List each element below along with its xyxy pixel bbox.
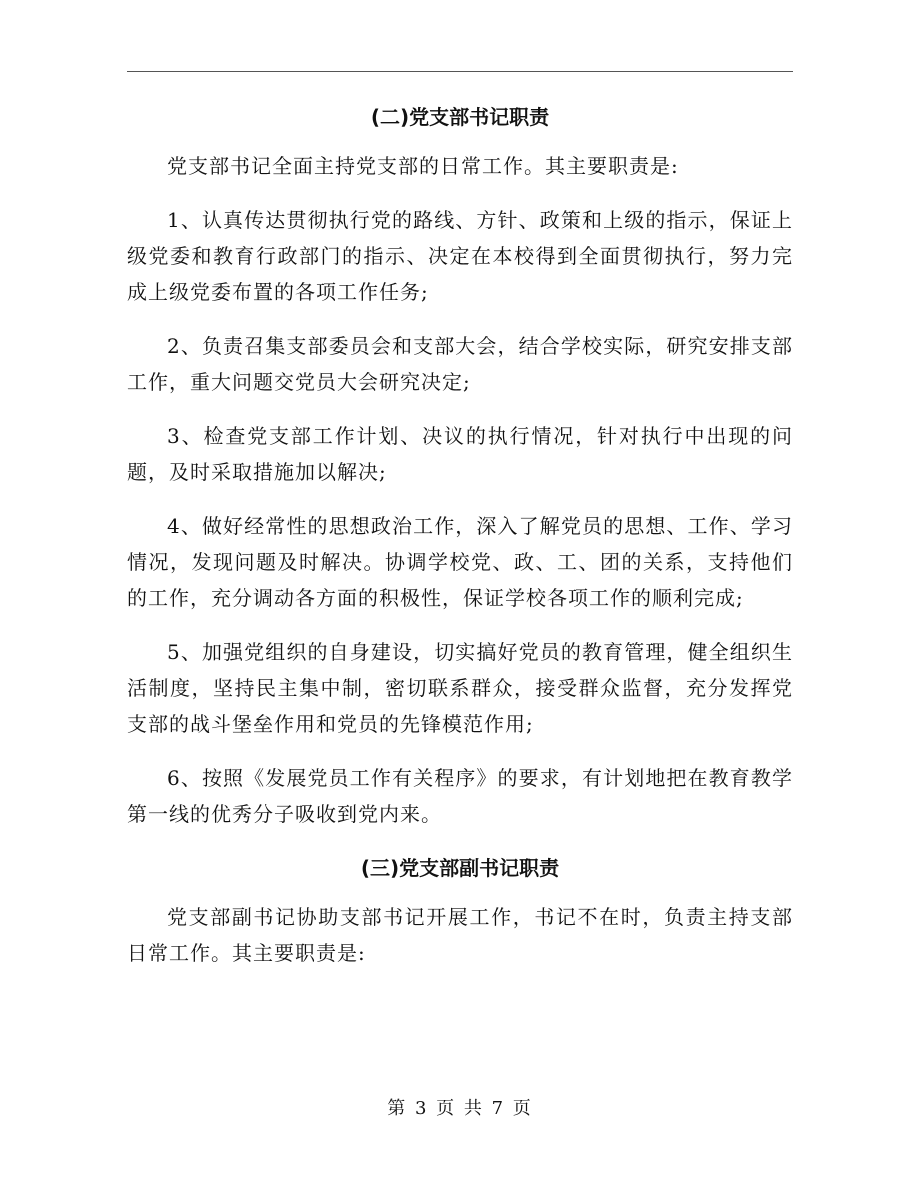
deputy-secretary-intro: 党支部副书记协助支部书记开展工作，书记不在时，负责主持支部日常工作。其主要职责是:	[127, 905, 793, 965]
secretary-duty-4: 4、做好经常性的思想政治工作，深入了解党员的思想、工作、学习情况，发现问题及时解决。协调学校党、政、工、团的关系，支持他们的工作，充分调动各方面的积极性，保证学校各项工作的顺利完成;	[127, 514, 793, 610]
secretary-duty-3: 3、检查党支部工作计划、决议的执行情况，针对执行中出现的问题，及时采取措施加以解决;	[127, 424, 793, 484]
header-rule	[127, 71, 793, 72]
document-body	[127, 99, 793, 971]
secretary-duty-2: 2、负责召集支部委员会和支部大会，结合学校实际，研究安排支部工作，重大问题交党员大会研究决定;	[127, 334, 793, 394]
secretary-intro: 党支部书记全面主持党支部的日常工作。其主要职责是:	[167, 154, 679, 178]
page-number: 第 3 页 共 7 页	[387, 1098, 533, 1119]
secretary-duty-1: 1、认真传达贯彻执行党的路线、方针、政策和上级的指示，保证上级党委和教育行政部门的指示、决定在本校得到全面贯彻执行，努力完成上级党委布置的各项工作任务;	[127, 208, 793, 304]
secretary-duty-6: 6、按照《发展党员工作有关程序》的要求，有计划地把在教育教学第一线的优秀分子吸收到党内来。	[127, 766, 793, 826]
section-title-secretary: (二)党支部书记职责	[370, 105, 550, 129]
section-title-deputy-secretary: (三)党支部副书记职责	[360, 856, 560, 880]
secretary-duty-5: 5、加强党组织的自身建设，切实搞好党员的教育管理，健全组织生活制度，坚持民主集中制，密切联系群众，接受群众监督，充分发挥党支部的战斗堡垒作用和党员的先锋模范作用;	[127, 640, 793, 736]
